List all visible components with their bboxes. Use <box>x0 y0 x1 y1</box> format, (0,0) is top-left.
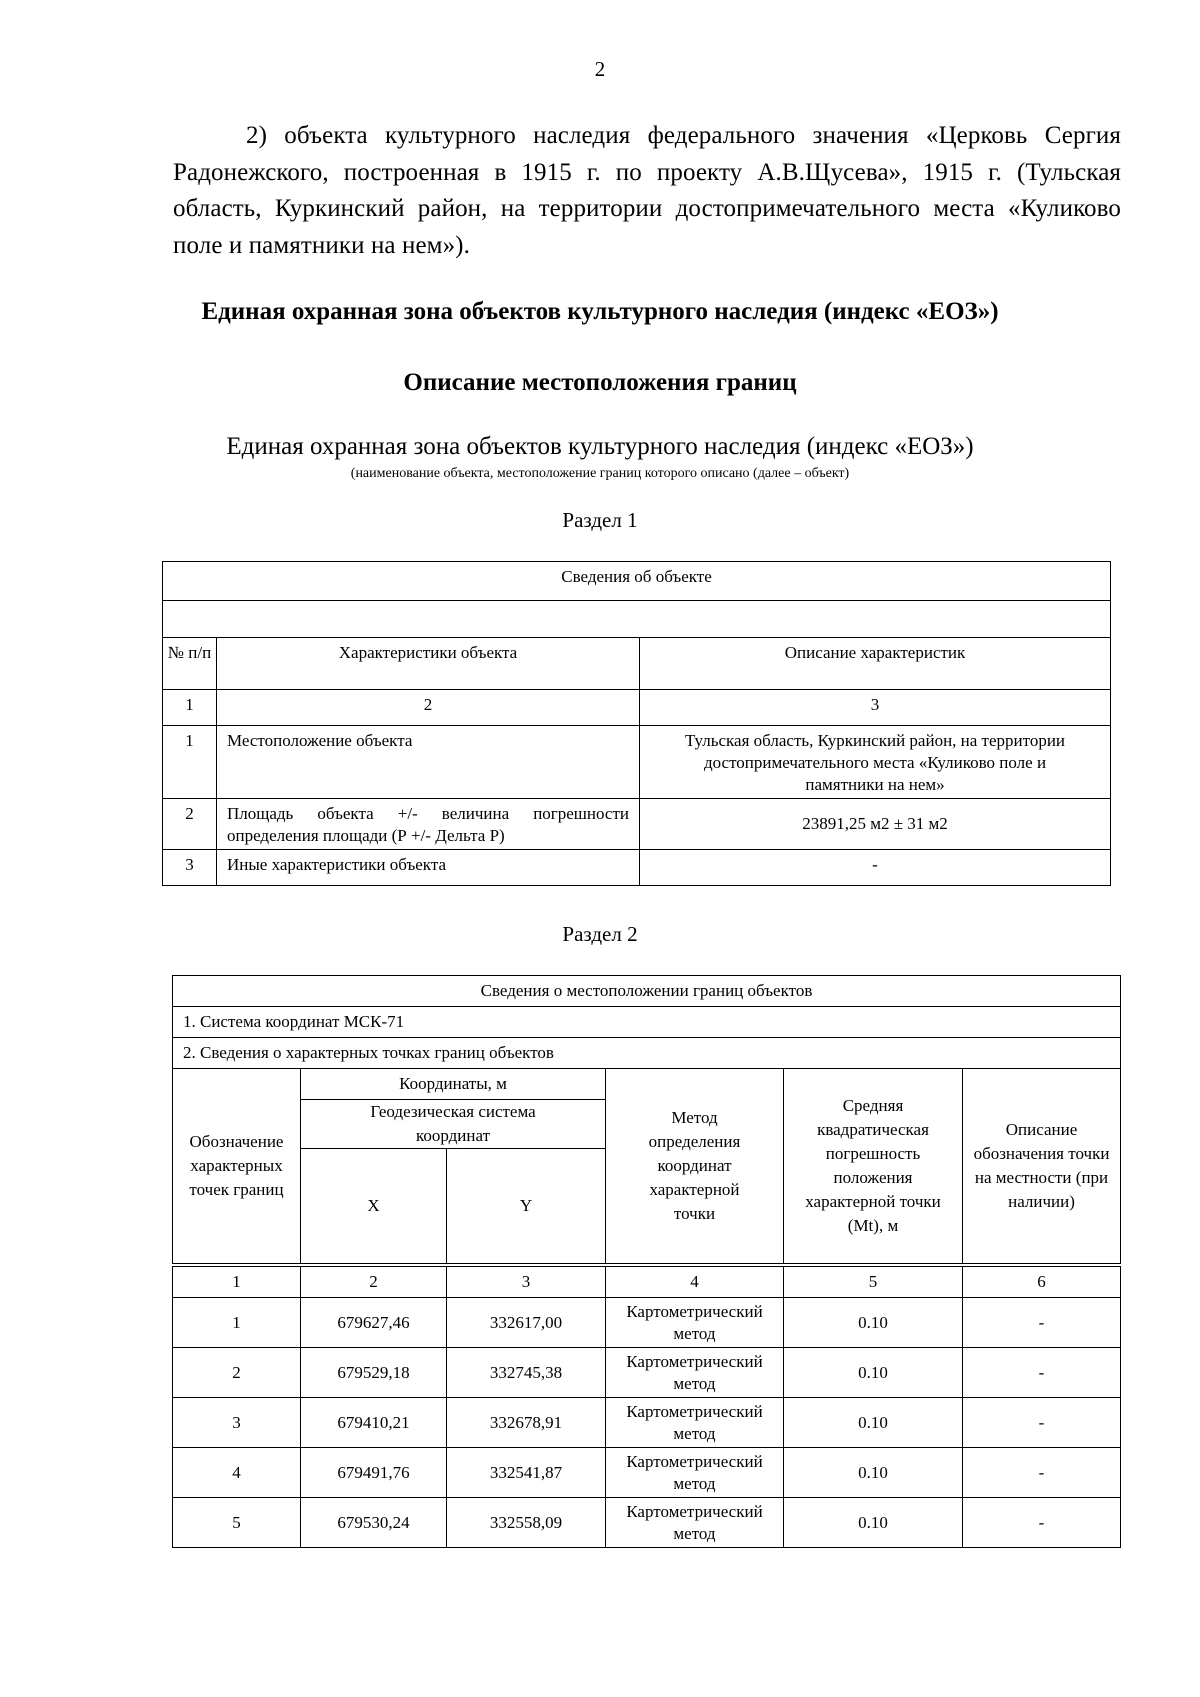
boundary-table-title: Сведения о местоположении границ объектов <box>173 976 1121 1007</box>
table-row <box>173 1498 1121 1548</box>
header-characteristics: Характеристики объекта <box>217 638 640 690</box>
row-number: 2 <box>163 799 217 850</box>
point-error: 0.10 <box>784 1448 963 1498</box>
row-number: 1 <box>163 726 217 799</box>
col-number: 6 <box>963 1265 1121 1298</box>
boundary-points-table <box>172 975 1121 1548</box>
header-error: Средняя квадратическая погрешность положения характерной точки (Mt), м <box>784 1069 963 1265</box>
point-x: 679627,46 <box>301 1298 447 1348</box>
col-number: 1 <box>163 690 217 726</box>
point-y: 332558,09 <box>447 1498 606 1548</box>
point-description: - <box>963 1348 1121 1398</box>
col-number: 1 <box>173 1265 301 1298</box>
point-method: Картометрический метод <box>606 1298 784 1348</box>
point-x: 679530,24 <box>301 1498 447 1548</box>
point-x: 679529,18 <box>301 1348 447 1398</box>
col-number: 2 <box>301 1265 447 1298</box>
point-description: - <box>963 1498 1121 1548</box>
zone-heading: Единая охранная зона объектов культурного наследия (индекс «ЕОЗ») <box>201 298 999 325</box>
point-y: 332745,38 <box>447 1348 606 1398</box>
section-1-title: Раздел 1 <box>562 508 638 532</box>
header-designation: Обозначение характерных точек границ <box>173 1069 301 1265</box>
point-number: 3 <box>173 1398 301 1448</box>
point-number: 5 <box>173 1498 301 1548</box>
table-header-row <box>163 638 1111 690</box>
point-description: - <box>963 1448 1121 1498</box>
table-row <box>173 1448 1121 1498</box>
header-number: № п/п <box>163 638 217 690</box>
point-method: Картометрический метод <box>606 1398 784 1448</box>
col-number: 5 <box>784 1265 963 1298</box>
object-note: (наименование объекта, местоположение границ которого описано (далее – объект) <box>350 466 850 481</box>
col-number: 3 <box>447 1265 606 1298</box>
row-number: 3 <box>163 850 217 886</box>
point-error: 0.10 <box>784 1348 963 1398</box>
column-number-row <box>173 1265 1121 1298</box>
point-method: Картометрический метод <box>606 1348 784 1398</box>
col-number: 3 <box>640 690 1111 726</box>
col-number: 2 <box>217 690 640 726</box>
header-method: Метод определения координат характерной точки <box>606 1069 784 1265</box>
row-name: Площадь объекта +/- величина погрешности определения площади (Р +/- Дельта Р) <box>217 799 640 850</box>
point-y: 332541,87 <box>447 1448 606 1498</box>
header-y: Y <box>447 1149 606 1265</box>
column-number-row <box>163 690 1111 726</box>
row-name: Местоположение объекта <box>217 726 640 799</box>
point-x: 679491,76 <box>301 1448 447 1498</box>
header-geodetic: Геодезическая система координат <box>301 1100 606 1149</box>
row-value: Тульская область, Куркинский район, на территории достопримечательного места «Куликово поле и памятники на нем» <box>640 726 1111 799</box>
boundaries-heading: Описание местоположения границ <box>403 369 797 396</box>
table-row <box>173 1298 1121 1348</box>
point-description: - <box>963 1298 1121 1348</box>
header-description: Описание обозначения точки на местности (при наличии) <box>963 1069 1121 1265</box>
point-x: 679410,21 <box>301 1398 447 1448</box>
point-number: 1 <box>173 1298 301 1348</box>
point-y: 332678,91 <box>447 1398 606 1448</box>
row-value: 23891,25 м2 ± 31 м2 <box>640 799 1111 850</box>
header-description: Описание характеристик <box>640 638 1111 690</box>
point-error: 0.10 <box>784 1398 963 1448</box>
page-number: 2 <box>594 57 606 81</box>
table-row <box>163 799 1111 850</box>
object-info-title: Сведения об объекте <box>163 562 1111 601</box>
point-error: 0.10 <box>784 1498 963 1548</box>
object-info-table <box>162 561 1111 886</box>
point-number: 2 <box>173 1348 301 1398</box>
point-description: - <box>963 1398 1121 1448</box>
table-row <box>173 1348 1121 1398</box>
table-row <box>173 1398 1121 1448</box>
intro-paragraph: 2) объекта культурного наследия федерального значения «Церковь Сергия Радонежского, построенная в 1915 г. по проекту А.В.Щусева», 1915 г. (Тульская область, Куркинский район, на территории достопримечательного места «Куликово поле и памятники на нем»). <box>173 122 1121 259</box>
point-y: 332617,00 <box>447 1298 606 1348</box>
empty-row <box>163 601 1111 638</box>
section-2-title: Раздел 2 <box>562 922 638 946</box>
point-error: 0.10 <box>784 1298 963 1348</box>
row-value: - <box>640 850 1111 886</box>
point-method: Картометрический метод <box>606 1498 784 1548</box>
header-coordinates: Координаты, м <box>301 1069 606 1100</box>
object-name: Единая охранная зона объектов культурного наследия (индекс «ЕОЗ») <box>226 433 974 460</box>
table-row <box>163 726 1111 799</box>
points-title: 2. Сведения о характерных точках границ объектов <box>173 1038 1121 1069</box>
row-name: Иные характеристики объекта <box>217 850 640 886</box>
point-number: 4 <box>173 1448 301 1498</box>
header-x: X <box>301 1149 447 1265</box>
point-method: Картометрический метод <box>606 1448 784 1498</box>
coordinate-system: 1. Система координат МСК-71 <box>173 1007 1121 1038</box>
col-number: 4 <box>606 1265 784 1298</box>
table-row <box>163 850 1111 886</box>
